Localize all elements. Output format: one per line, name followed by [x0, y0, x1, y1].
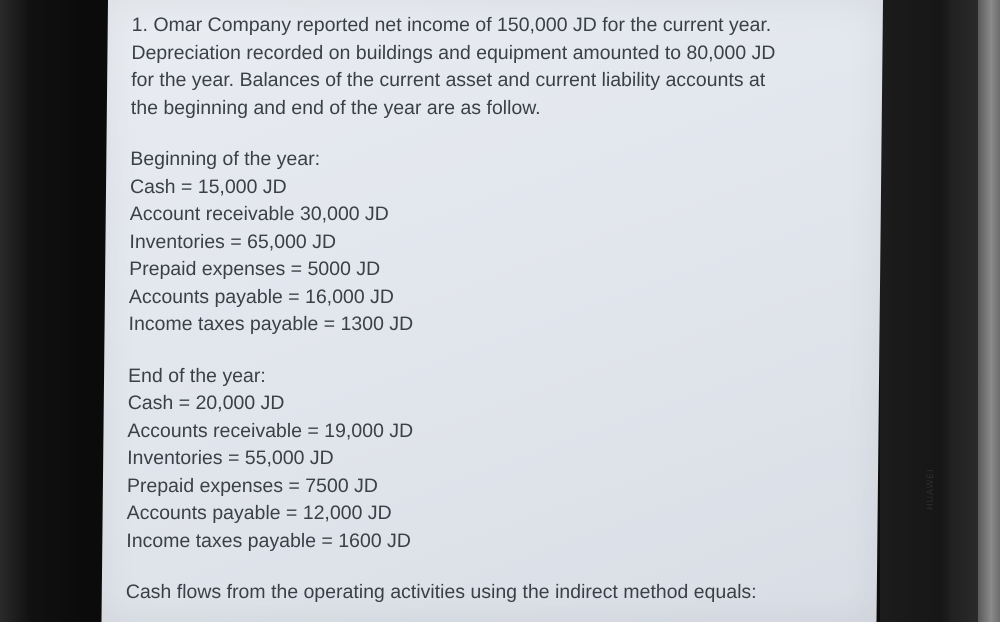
question-content [126, 12, 862, 607]
question-prompt: Cash flows from the operating activities using the indirect method equals: [125, 581, 757, 603]
beginning-item: Inventories = 65,000 JD [129, 230, 337, 253]
beginning-balances [128, 146, 860, 339]
device-brand-label: HUAWEI [925, 468, 935, 510]
question-line: Depreciation recorded on buildings and equipment amounted to 80,000 JD [131, 41, 776, 64]
device-bezel-strip [950, 0, 980, 622]
document-screen [101, 0, 883, 622]
device-edge [978, 0, 1000, 622]
beginning-item: Prepaid expenses = 5000 JD [129, 258, 381, 280]
end-heading: End of the year: [127, 364, 266, 387]
question-line: 1. Omar Company reported net income of 150,000 JD for the current year. [131, 14, 772, 36]
end-balances [126, 363, 858, 556]
question-line: for the year. Balances of the current asset and current liability accounts at [131, 69, 766, 91]
beginning-item: Accounts payable = 16,000 JD [128, 285, 395, 308]
beginning-item: Cash = 15,000 JD [129, 175, 287, 198]
end-item: Accounts payable = 12,000 JD [126, 502, 392, 524]
end-item: Cash = 20,000 JD [127, 392, 285, 414]
question-paragraph [131, 12, 862, 122]
end-item: Accounts receivable = 19,000 JD [127, 419, 414, 442]
end-item: Income taxes payable = 1600 JD [126, 529, 412, 552]
end-item: Prepaid expenses = 7500 JD [126, 474, 378, 497]
end-item: Inventories = 55,000 JD [127, 447, 334, 469]
beginning-heading: Beginning of the year: [130, 148, 321, 170]
beginning-item: Account receivable 30,000 JD [129, 203, 389, 225]
question-line: the beginning and end of the year are as follow. [130, 96, 541, 119]
beginning-item: Income taxes payable = 1300 JD [128, 313, 414, 335]
